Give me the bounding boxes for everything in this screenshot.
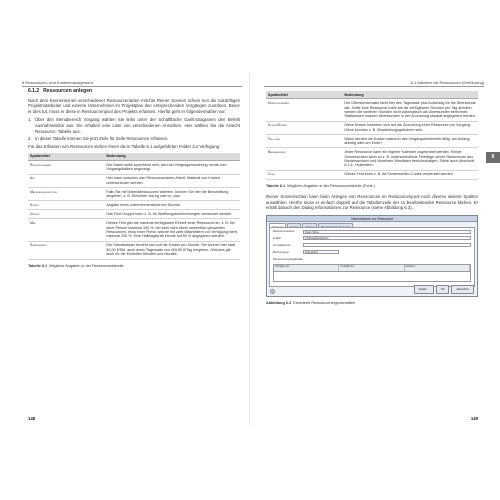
- resource-info-dialog-figure: [266, 215, 478, 297]
- table-row: Materialbeschriftung Falls Sie mit Materialressourcen arbeiten, können Sie hier die Beschriftung eingeben, z. B. Einheiten wie kg oder m, usw.: [28, 188, 240, 201]
- grid-label-row: Ressourcenverfügbarkeit: [273, 257, 303, 261]
- table-row: Standardsatz Der Standardsatz bezieht sich auf die Kosten pro Stunde. Sie können hier statt 50,00 €/Std. auch einen Tagessatz von 400,00 €/Tag eingeben. Gleiches gilt auch für die Einheiten Minuten und Monate.: [28, 241, 240, 259]
- left-running-header: [22, 79, 242, 87]
- table-row: Gruppe Das Feld Gruppe kann z. B. für Abteilungsbezeichnungen verwendet werden.: [28, 210, 240, 219]
- dialog-buttons: [414, 285, 474, 294]
- logon-account-field[interactable]: [303, 243, 471, 247]
- steps-list: [28, 117, 240, 141]
- form-row: [270, 242, 474, 249]
- list-item: 2. In dieser Tabelle können Sie jetzt Zeile für Zeile Ressourcen erfassen.: [28, 135, 169, 141]
- column-header: Spaltentitel: [266, 91, 342, 99]
- resource-fields-table: [28, 153, 240, 260]
- list-item: 1. Über den Menübereich Vorgang wählen Sie links unter der Schaltfläche Gantt-Diagramm den Befehl Ausnahmeblick aus. Sie erhalten eine Liste von verschiedenen Ansichten. Hier wählen Sie die Ansicht Ressource: Tabelle aus.: [28, 117, 240, 134]
- section-heading: [28, 89, 240, 95]
- column-header: Bedeutung: [104, 153, 240, 161]
- ok-button[interactable]: OK: [436, 285, 450, 294]
- left-page-number: 148: [28, 416, 36, 421]
- table-row: Ressourcenname Der Name sollte sprechend sein, wird bei Vorgangszuordnung rechts vom Vorgangsbalken angezeigt.: [28, 161, 240, 174]
- table-caption: Tabelle 6.1 Mögliche Angaben in der Ressourcentabelle: [28, 263, 124, 268]
- table-row: Kürzel Angabe eines unternehmensinternen Kürzels: [28, 201, 240, 210]
- left-header-text: 6 Ressourcen- und Kostenmanagement: [22, 80, 93, 85]
- table-header-row: [28, 153, 240, 161]
- table-caption: Tabelle 6.1 Mögliche Angaben in der Ressourcentabelle (Forts.): [266, 183, 375, 188]
- resource-name-field[interactable]: Peter Hahne: [303, 230, 471, 234]
- figure-caption: Abbildung 6.3 Erweiterte Ressourceneigenschaften: [266, 301, 356, 306]
- chapter-thumb-tab: 6: [486, 152, 500, 163]
- email-field[interactable]: p.hahne@beispiel.de: [303, 236, 471, 240]
- right-running-header: [264, 79, 484, 87]
- grid-header: Verfügbar von Verfügbar bis Einheiten: [274, 265, 470, 272]
- logon-account-button[interactable]: Anmeldekonto...: [273, 243, 293, 247]
- dialog-panel: [269, 227, 475, 287]
- left-body: [28, 89, 240, 269]
- resource-fields-table-continued: [266, 91, 478, 180]
- section-title: Ressourcen anlegen: [43, 88, 93, 94]
- right-header-text: 6.1 Arbeiten mit Ressourcen (Einführung): [410, 80, 484, 85]
- dialog-titlebar: Informationen zur Ressource: [267, 216, 477, 222]
- help-icon[interactable]: ?: [271, 290, 274, 295]
- column-header: Spaltentitel: [28, 153, 104, 161]
- dialog-intro-paragraph: Reiner Sonnenschein kann beim Anlegen von Ressourcen im Ressourcenpool noch diverse weitere Spalten auswählen. Hierfür muss er einfach doppelt auf die Tabellenzeile der zu bearbeitenden Ressource klicken. Er erhält danach den Dialog Informationen zur Ressource (siehe Abbildung 6.3).: [266, 194, 478, 211]
- cancel-button[interactable]: Abbrechen: [451, 285, 474, 294]
- page-gutter: [249, 73, 250, 425]
- details-button[interactable]: Details...: [414, 285, 434, 294]
- table-row: Fällig am Wann werden die Kosten während des Vorgangsfortschritts fällig, am Anfang, anteilig oder am Ende?: [266, 135, 478, 148]
- form-row: Buchungstyp: Zugesichert: [270, 249, 474, 256]
- table-row: Überstundensatz Der Überstundensatz stellt hier den Tagessatz plus Aufschlag für die Überstunde dar. Sollte eine Ressource mehr als die verfügbaren Stunden pro Tag arbeiten, werden die weiteren Stunden nicht automatisch als Überstunden berechnet. Stattdessen müssen Überstunden in der Zuordnung separat angegeben werden.: [266, 99, 478, 121]
- table-header-row: [266, 91, 478, 99]
- table-row: Kosten/Einsatz Diese Kosten beziehen sich auf die Zuordnung einer Ressource pro Vorgang. Diese könnten z. B. Bearbeitungsgebühren sein.: [266, 121, 478, 134]
- form-row: Ressourcenname: Peter Hahne: [270, 228, 474, 235]
- right-page: [256, 73, 492, 425]
- left-page: [14, 73, 250, 425]
- column-header: Bedeutung: [342, 91, 478, 99]
- table-row: Code Dieses Feld kann z. B. für Kostenstellen-Codes verwendet werden.: [266, 170, 478, 179]
- right-body: [266, 89, 478, 307]
- section-number: 6.1.2: [28, 88, 40, 94]
- table-intro-paragraph: Für das Erfassen von Ressourcen stehen Ihnen die in Tabelle 6.1 aufgeführten Felder zur Verfügung.: [28, 144, 221, 150]
- table-row: Max Dieses Feld gibt die maximal verfügbaren Einheit einer Ressource an, z. B. bei einer Person maximal 100 %, bei zwei nicht direkt namentlich genannten Ressourcen, etwa einer Firma, welche mit zwei Mitarbeitern zur Verfügung steht, maximal 200 %. Eine Halbtagskraft könnte mit 50 % angegeben werden.: [28, 219, 240, 241]
- intro-paragraph: Nach dem Kennenlernen verschiedener Ressourcenarten möchte Reiner Sonnen schein nun die zukünftigen Projektmitarbeiter und externe Unternehmen im Projektplan den entsprechenden Vorgängen zuordnen. Bevor er dies tut, muss er diese in Ressourcenpool des Projekts erfassen. Hierfür geht er folgendermaßen vor:: [28, 97, 240, 114]
- availability-grid[interactable]: [273, 264, 471, 282]
- right-page-number: 149: [470, 416, 478, 421]
- table-row: Art Hier kann zwischen den Ressourcenarten Arbeit, Material und Kosten unterschieden werden.: [28, 174, 240, 187]
- form-row: E-Mail: p.hahne@beispiel.de: [270, 235, 474, 242]
- table-row: Basiskalender Jeder Ressource kann ein eigener Kalender zugeordnet werden. Reiner Sonnenschein kann so z. B. unterschiedliche Feiertage seiner Ressourcen aus Niedersachsen und Nordrhein-Westfalen berücksichtigen. Siehe auch Abschnitt 6.1.4, »Kalender«.: [266, 148, 478, 170]
- booking-type-select[interactable]: Zugesichert: [303, 250, 339, 254]
